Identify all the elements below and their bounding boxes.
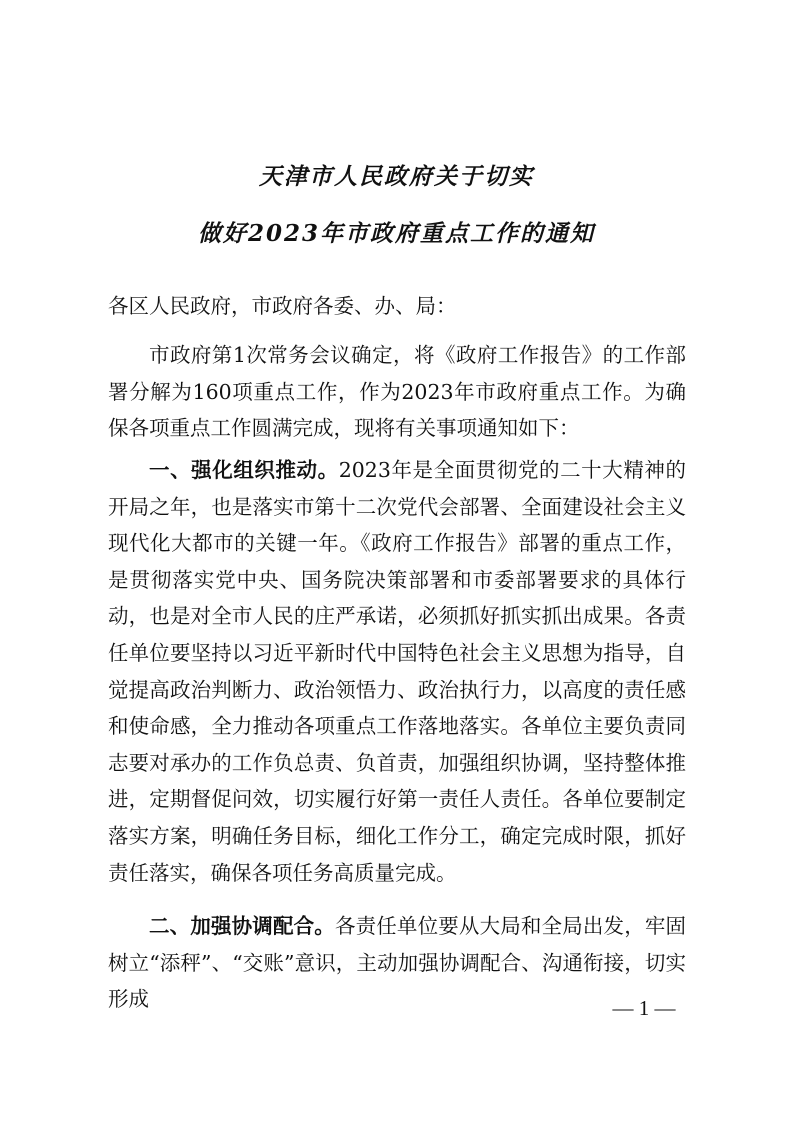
section-2-heading: 二、加强协调配合。 xyxy=(149,914,335,938)
paragraph-section-1 xyxy=(108,452,686,891)
page-number: — 1 — xyxy=(612,996,676,1020)
section-1-heading: 一、强化组织推动。 xyxy=(149,458,339,482)
section-1-text: 2023年是全面贯彻党的二十大精神的开局之年，也是落实市第十二次党代会部署、全面建设社会主义现代化大都市的关键一年。《政府工作报告》部署的重点工作，是贯彻落实党中央、国务院决策部署和市委部署要求的具体行动，也是对全市人民的庄严承诺，必须抓好抓实抓出成果。各责任单位要坚持以习近平新时代中国特色社会主义思想为指导，自觉提高政治判断力、政治领悟力、政治执行力，以高度的责任感和使命感，全力推动各项重点工作落地落实。各单位主要负责同志要对承办的工作负总责、负首责，加强组织协调，坚持整体推进，定期督促问效，切实履行好第一责任人责任。各单位要制定落实方案，明确任务目标，细化工作分工，确定完成时限，抓好责任落实，确保各项任务高质量完成。 xyxy=(108,458,687,885)
paragraph-intro xyxy=(108,337,686,447)
section-2-text: 各责任单位要从大局和全局出发，牢固树立“添秤”、“交账”意识，主动加强协调配合、沟通衔接，切实形成 xyxy=(108,914,687,1012)
document-title-line-2: 做好2023年市政府重点工作的通知 xyxy=(197,220,595,247)
document-title-line-1: 天津市人民政府关于切实 xyxy=(259,163,534,190)
salutation: 各区人民政府，市政府各委、办、局： xyxy=(108,294,457,318)
paragraph-intro-text: 市政府第1次常务会议确定，将《政府工作报告》的工作部署分解为160项重点工作，作为2023年市政府重点工作。为确保各项重点工作圆满完成，现将有关事项通知如下： xyxy=(108,343,686,441)
